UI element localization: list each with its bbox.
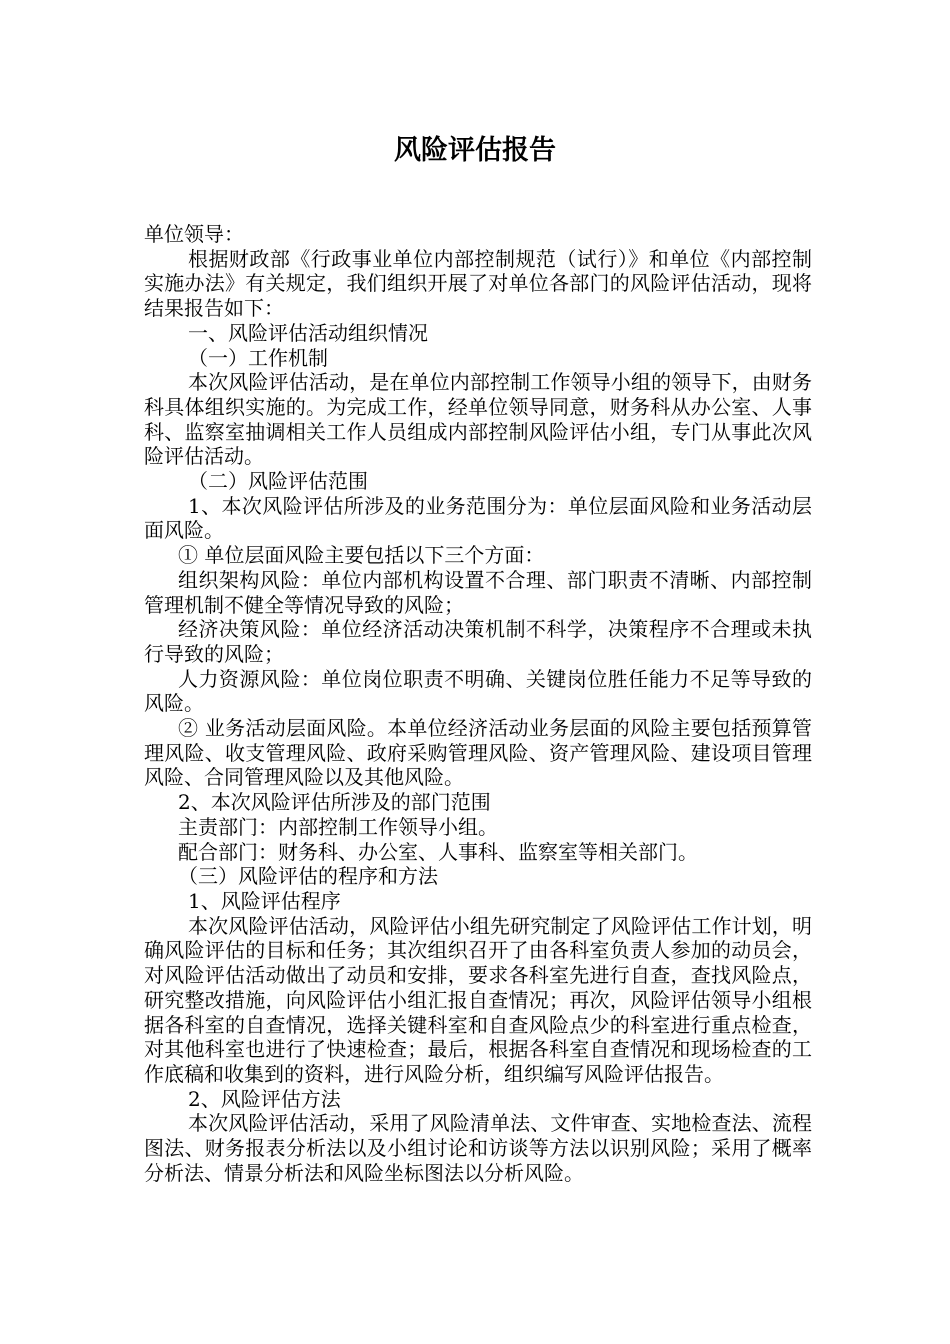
paragraph: 1、风险评估程序: [188, 888, 341, 913]
paragraph: 1、本次风险评估所涉及的业务范围分为：单位层面风险和业务活动层面风险。: [144, 493, 812, 543]
paragraph: 本次风险评估活动，风险评估小组先研究制定了风险评估工作计划，明确风险评估的目标和任务；其次组织召开了由各科室负责人参加的动员会，对风险评估活动做出了动员和安排，要求各科室先进行自查，查找风险点，研究整改措施，向风险评估小组汇报自查情况；再次，风险评估领导小组根据各科室的自查情况，选择关键科室和自查风险点少的科室进行重点检查，对其他科室也进行了快速检查；最后，根据各科室自查情况和现场检查的工作底稿和收集到的资料，进行风险分析，组织编写风险评估报告。: [144, 913, 812, 1086]
document-body: [144, 222, 812, 1185]
subsection-heading: （二）风险评估范围: [188, 469, 368, 494]
document-title: 风险评估报告: [394, 135, 556, 166]
paragraph: 本次风险评估活动，采用了风险清单法、文件审查、实地检查法、流程图法、财务报表分析法以及小组讨论和访谈等方法以识别风险；采用了概率分析法、情景分析法和风险坐标图法以分析风险。: [144, 1111, 812, 1185]
section-heading: 一、风险评估活动组织情况: [188, 320, 428, 345]
salutation: 单位领导：: [144, 222, 244, 246]
paragraph: 组织架构风险：单位内部机构设置不合理、部门职责不清晰、内部控制管理机制不健全等情况导致的风险；: [144, 567, 812, 617]
subsection-heading: （一）工作机制: [188, 345, 328, 370]
paragraph: 2、本次风险评估所涉及的部门范围: [178, 790, 491, 815]
subsection-heading: （三）风险评估的程序和方法: [178, 864, 438, 889]
paragraph: 经济决策风险：单位经济活动决策机制不科学，决策程序不合理或未执行导致的风险；: [144, 617, 812, 666]
paragraph: 主责部门：内部控制工作领导小组。: [178, 814, 498, 839]
paragraph: 根据财政部《行政事业单位内部控制规范（试行）》和单位《内部控制实施办法》有关规定，我们组织开展了对单位各部门的风险评估活动，现将结果报告如下：: [144, 246, 812, 321]
paragraph: 人力资源风险：单位岗位职责不明确、关键岗位胜任能力不足等导致的风险。: [144, 666, 812, 716]
paragraph: 2、风险评估方法: [188, 1086, 341, 1111]
paragraph: ② 业务活动层面风险。本单位经济活动业务层面的风险主要包括预算管理风险、收支管理风险、政府采购管理风险、资产管理风险、建设项目管理风险、合同管理风险以及其他风险。: [144, 716, 812, 790]
paragraph: 配合部门：财务科、办公室、人事科、监察室等相关部门。: [178, 839, 698, 864]
paragraph: ① 单位层面风险主要包括以下三个方面：: [178, 543, 545, 568]
paragraph: 本次风险评估活动，是在单位内部控制工作领导小组的领导下，由财务科具体组织实施的。为完成工作，经单位领导同意，财务科从办公室、人事科、监察室抽调相关工作人员组成内部控制风险评估小组，专门从事此次风险评估活动。: [144, 370, 812, 469]
